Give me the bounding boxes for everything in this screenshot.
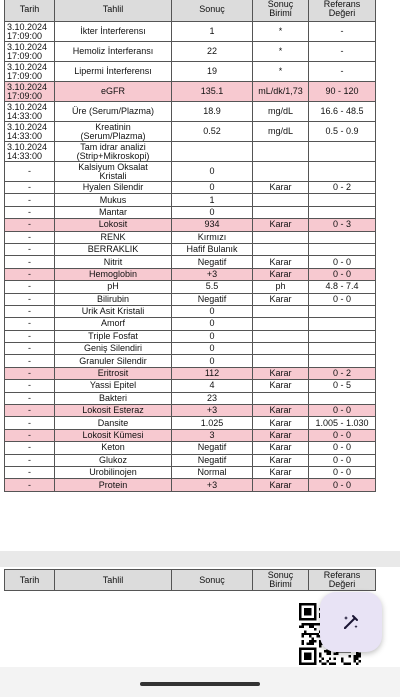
unit-cell: Karar: [253, 367, 309, 379]
second-page-table-header: [4, 569, 376, 591]
result-cell: Negatif: [172, 256, 253, 268]
date-cell: -: [5, 268, 55, 280]
unit-cell: [253, 318, 309, 330]
header-reference: Referans Değeri: [309, 0, 376, 22]
date-cell: -: [5, 243, 55, 255]
date-cell: -: [5, 206, 55, 218]
table-row: [5, 318, 376, 330]
test-name-cell: Protein: [55, 479, 172, 491]
table-row: [5, 466, 376, 478]
result-cell: 0: [172, 343, 253, 355]
test-name-cell: Lipermi İnterferensı: [55, 62, 172, 82]
table-row: [5, 355, 376, 367]
test-name-cell: Kalsiyum Oksalat Kristali: [55, 162, 172, 182]
date-cell: -: [5, 405, 55, 417]
reference-cell: 0.5 - 0.9: [309, 122, 376, 142]
reference-cell: 0 - 0: [309, 268, 376, 280]
test-name-cell: Lokosit: [55, 219, 172, 231]
test-name-cell: Bakteri: [55, 392, 172, 404]
date-cell: -: [5, 256, 55, 268]
header-result: Sonuç: [172, 570, 253, 591]
result-cell: Hafif Bulanık: [172, 243, 253, 255]
table-row: [5, 293, 376, 305]
result-cell: 112: [172, 367, 253, 379]
test-name-cell: Triple Fosfat: [55, 330, 172, 342]
reference-cell: 0 - 2: [309, 367, 376, 379]
test-name-cell: Kreatinin (Serum/Plazma): [55, 122, 172, 142]
reference-cell: [309, 206, 376, 218]
header-date: Tarih: [5, 0, 55, 22]
date-cell: 3.10.2024 17:09:00: [5, 62, 55, 82]
unit-cell: Karar: [253, 417, 309, 429]
test-name-cell: Urobilinojen: [55, 466, 172, 478]
table-row: [5, 305, 376, 317]
lab-results-table: [4, 0, 376, 492]
test-name-cell: Keton: [55, 442, 172, 454]
unit-cell: Karar: [253, 293, 309, 305]
home-gesture-handle[interactable]: [140, 682, 260, 686]
date-cell: -: [5, 305, 55, 317]
pen-sparkle-icon: [339, 610, 363, 634]
date-cell: -: [5, 343, 55, 355]
reference-cell: 0 - 0: [309, 429, 376, 441]
test-name-cell: Nitrit: [55, 256, 172, 268]
result-cell: 0: [172, 355, 253, 367]
result-cell: 0: [172, 305, 253, 317]
date-cell: -: [5, 367, 55, 379]
test-name-cell: Lokosit Kümesi: [55, 429, 172, 441]
reference-cell: [309, 318, 376, 330]
test-name-cell: Granuler Silendir: [55, 355, 172, 367]
result-cell: 0: [172, 318, 253, 330]
table-row: [5, 330, 376, 342]
table-row: [5, 429, 376, 441]
unit-cell: Karar: [253, 268, 309, 280]
table-row: [5, 82, 376, 102]
date-cell: -: [5, 281, 55, 293]
test-name-cell: Bilirubin: [55, 293, 172, 305]
result-cell: 0: [172, 206, 253, 218]
header-unit: Sonuç Birimi: [253, 0, 309, 22]
test-name-cell: İkter İnterferensı: [55, 22, 172, 42]
table-row: [5, 256, 376, 268]
test-name-cell: Tam idrar analizi (Strip+Mikroskopi): [55, 142, 172, 162]
unit-cell: Karar: [253, 182, 309, 194]
reference-cell: 4.8 - 7.4: [309, 281, 376, 293]
table-row: [5, 343, 376, 355]
result-cell: 1: [172, 194, 253, 206]
unit-cell: *: [253, 42, 309, 62]
date-cell: -: [5, 219, 55, 231]
test-name-cell: Geniş Silendiri: [55, 343, 172, 355]
reference-cell: 1.005 - 1.030: [309, 417, 376, 429]
unit-cell: Karar: [253, 380, 309, 392]
date-cell: 3.10.2024 14:33:00: [5, 102, 55, 122]
table-row: [5, 22, 376, 42]
test-name-cell: Hyalen Silendir: [55, 182, 172, 194]
table-row: [5, 182, 376, 194]
reference-cell: [309, 162, 376, 182]
reference-cell: [309, 392, 376, 404]
reference-cell: 0 - 0: [309, 454, 376, 466]
result-cell: Normal: [172, 466, 253, 478]
test-name-cell: Lokosit Esteraz: [55, 405, 172, 417]
table-row: [5, 392, 376, 404]
table-row: [5, 380, 376, 392]
reference-cell: [309, 305, 376, 317]
unit-cell: [253, 330, 309, 342]
date-cell: -: [5, 479, 55, 491]
unit-cell: Karar: [253, 442, 309, 454]
table-row: [5, 122, 376, 142]
table-row: [5, 281, 376, 293]
unit-cell: Karar: [253, 219, 309, 231]
date-cell: -: [5, 454, 55, 466]
reference-cell: [309, 355, 376, 367]
result-cell: 0: [172, 182, 253, 194]
table-row: [5, 219, 376, 231]
unit-cell: [253, 392, 309, 404]
unit-cell: *: [253, 62, 309, 82]
unit-cell: [253, 162, 309, 182]
result-cell: 19: [172, 62, 253, 82]
result-cell: Negatif: [172, 293, 253, 305]
result-cell: 135.1: [172, 82, 253, 102]
result-cell: 4: [172, 380, 253, 392]
reference-cell: 0 - 0: [309, 405, 376, 417]
test-name-cell: Dansite: [55, 417, 172, 429]
test-name-cell: Mantar: [55, 206, 172, 218]
reference-cell: 0 - 2: [309, 182, 376, 194]
date-cell: -: [5, 466, 55, 478]
reference-cell: [309, 194, 376, 206]
date-cell: 3.10.2024 17:09:00: [5, 82, 55, 102]
result-cell: 5.5: [172, 281, 253, 293]
unit-cell: mg/dL: [253, 102, 309, 122]
unit-cell: [253, 343, 309, 355]
reference-cell: 0 - 0: [309, 466, 376, 478]
date-cell: 3.10.2024 14:33:00: [5, 142, 55, 162]
result-cell: 0: [172, 162, 253, 182]
date-cell: -: [5, 231, 55, 243]
table-row: [5, 142, 376, 162]
test-name-cell: Yassi Epitel: [55, 380, 172, 392]
date-cell: -: [5, 318, 55, 330]
header-reference: Referans Değeri: [309, 570, 376, 591]
unit-cell: ph: [253, 281, 309, 293]
reference-cell: 0 - 0: [309, 293, 376, 305]
table-row: [5, 42, 376, 62]
table-row: [5, 417, 376, 429]
result-cell: 1: [172, 22, 253, 42]
reference-cell: 90 - 120: [309, 82, 376, 102]
unit-cell: Karar: [253, 405, 309, 417]
date-cell: 3.10.2024 17:09:00: [5, 42, 55, 62]
table-row: [5, 102, 376, 122]
date-cell: -: [5, 293, 55, 305]
reference-cell: [309, 142, 376, 162]
unit-cell: Karar: [253, 466, 309, 478]
date-cell: -: [5, 194, 55, 206]
unit-cell: Karar: [253, 429, 309, 441]
result-cell: +3: [172, 405, 253, 417]
unit-cell: [253, 206, 309, 218]
header-test: Tahlil: [55, 570, 172, 591]
result-cell: +3: [172, 268, 253, 280]
header-row: [5, 570, 376, 591]
test-name-cell: Mukus: [55, 194, 172, 206]
table-row: [5, 194, 376, 206]
reference-cell: 0 - 3: [309, 219, 376, 231]
date-cell: -: [5, 429, 55, 441]
test-name-cell: Amorf: [55, 318, 172, 330]
result-cell: 3: [172, 429, 253, 441]
table-row: [5, 243, 376, 255]
header-unit: Sonuç Birimi: [253, 570, 309, 591]
unit-cell: [253, 142, 309, 162]
result-cell: Negatif: [172, 454, 253, 466]
date-cell: 3.10.2024 14:33:00: [5, 122, 55, 142]
unit-cell: Karar: [253, 479, 309, 491]
date-cell: -: [5, 330, 55, 342]
unit-cell: [253, 231, 309, 243]
table-row: [5, 442, 376, 454]
test-name-cell: BERRAKLIK: [55, 243, 172, 255]
reference-cell: 16.6 - 48.5: [309, 102, 376, 122]
unit-cell: [253, 194, 309, 206]
header-result: Sonuç: [172, 0, 253, 22]
result-cell: Kırmızı: [172, 231, 253, 243]
page-separator: [0, 551, 400, 567]
result-cell: 1.025: [172, 417, 253, 429]
unit-cell: Karar: [253, 256, 309, 268]
result-cell: 22: [172, 42, 253, 62]
date-cell: -: [5, 380, 55, 392]
unit-cell: [253, 305, 309, 317]
result-cell: +3: [172, 479, 253, 491]
date-cell: -: [5, 182, 55, 194]
test-name-cell: RENK: [55, 231, 172, 243]
test-name-cell: Glukoz: [55, 454, 172, 466]
test-name-cell: Hemoglobin: [55, 268, 172, 280]
reference-cell: -: [309, 22, 376, 42]
header-date: Tarih: [5, 570, 55, 591]
result-cell: Negatif: [172, 442, 253, 454]
test-name-cell: eGFR: [55, 82, 172, 102]
reference-cell: 0 - 0: [309, 256, 376, 268]
result-cell: [172, 142, 253, 162]
test-name-cell: Urik Asit Kristali: [55, 305, 172, 317]
result-cell: 23: [172, 392, 253, 404]
reference-cell: [309, 243, 376, 255]
date-cell: 3.10.2024 17:09:00: [5, 22, 55, 42]
table-row: [5, 231, 376, 243]
edit-fab-button[interactable]: [320, 592, 382, 652]
reference-cell: 0 - 0: [309, 479, 376, 491]
test-name-cell: Eritrosit: [55, 367, 172, 379]
header-test: Tahlil: [55, 0, 172, 22]
reference-cell: [309, 343, 376, 355]
unit-cell: mL/dk/1,73: [253, 82, 309, 102]
table-row: [5, 162, 376, 182]
date-cell: -: [5, 162, 55, 182]
unit-cell: [253, 243, 309, 255]
header-row: [5, 0, 376, 22]
result-cell: 0.52: [172, 122, 253, 142]
table-row: [5, 405, 376, 417]
table-row: [5, 479, 376, 491]
result-cell: 0: [172, 330, 253, 342]
reference-cell: 0 - 0: [309, 442, 376, 454]
reference-cell: 0 - 5: [309, 380, 376, 392]
date-cell: -: [5, 442, 55, 454]
date-cell: -: [5, 355, 55, 367]
navigation-bar: [0, 667, 400, 697]
table-row: [5, 454, 376, 466]
test-name-cell: Hemoliz İnterferansı: [55, 42, 172, 62]
reference-cell: [309, 330, 376, 342]
result-cell: 18.9: [172, 102, 253, 122]
unit-cell: mg/dL: [253, 122, 309, 142]
table-row: [5, 268, 376, 280]
table-row: [5, 367, 376, 379]
table-row: [5, 62, 376, 82]
unit-cell: [253, 355, 309, 367]
date-cell: -: [5, 417, 55, 429]
table-row: [5, 206, 376, 218]
test-name-cell: pH: [55, 281, 172, 293]
test-name-cell: Üre (Serum/Plazma): [55, 102, 172, 122]
result-cell: 934: [172, 219, 253, 231]
reference-cell: [309, 231, 376, 243]
reference-cell: -: [309, 42, 376, 62]
date-cell: -: [5, 392, 55, 404]
unit-cell: *: [253, 22, 309, 42]
reference-cell: -: [309, 62, 376, 82]
unit-cell: Karar: [253, 454, 309, 466]
